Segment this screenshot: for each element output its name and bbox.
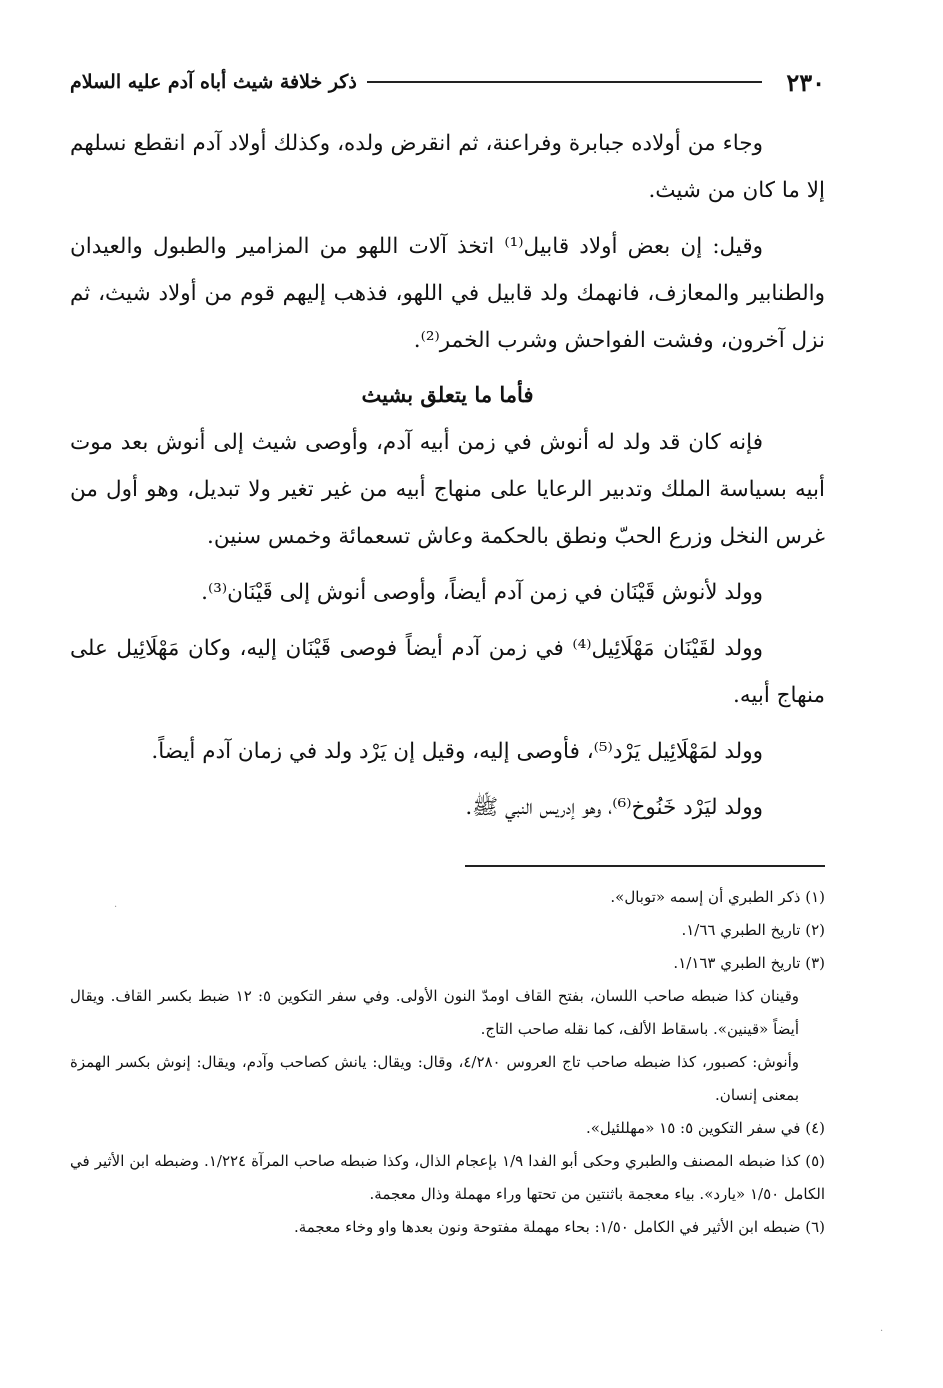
paragraph: فإنه كان قد ولد له أنوش في زمن أبيه آدم، وأوصى شيث إلى أنوش بعد موت أبيه بسياسة الملك وتدبير الرعايا على منهاج أبيه من غير تغير ولا تبديل، وهو أول من غرس النخل وزرع الحبّ ونطق بالحكمة وعاش تسعمائة وخمس سنين.	[70, 430, 825, 549]
paragraph: وولد لمَهْلَائِيل يَرْد⁽⁵⁾، فأوصى إليه، وقيل إن يَرْد ولد في زمان آدم أيضاً.	[151, 739, 763, 764]
header-rule	[367, 81, 763, 83]
footnote: (٤) في سفر التكوين ٥: ١٥ «مهللئيل».	[585, 1119, 825, 1137]
paragraph: وولد ليَرْد خَنُوخ⁽⁶⁾، وهو إدريس النبي ﷺ.	[465, 795, 763, 820]
main-text	[70, 120, 825, 831]
footnote: (٣) تاريخ الطبري ١/١٦٣.	[673, 954, 825, 972]
page-number: ٢٣٠	[786, 67, 825, 97]
footnote: (١) ذكر الطبري أن إسمه «توبال».	[610, 888, 825, 906]
book-page	[70, 62, 825, 1244]
footnote-separator	[465, 865, 825, 867]
footnote: (٥) كذا ضبطه المصنف والطبري وحكى أبو الفدا ١/٩ بإعجام الذال، وكذا ضبطه صاحب المرآة ١/٢٢٤. وضبطه ابن الأثير في الكامل ١/٥٠ «يارد». بياء معجمة باثنتين من تحتها وراء مهملة وذال معجمة.	[70, 1152, 825, 1203]
footnotes	[70, 881, 825, 1244]
scan-speck: ·	[880, 1326, 884, 1337]
paragraph: وولد لأنوش قَيْنَان في زمن آدم أيضاً، وأوصى أنوش إلى قَيْنَان⁽³⁾.	[201, 580, 763, 605]
footnote: (٦) ضبطه ابن الأثير في الكامل ١/٥٠: بحاء مهملة مفتوحة ونون بعدها واو وخاء معجمة.	[293, 1218, 825, 1236]
paragraph: وجاء من أولاده جبابرة وفراعنة، ثم انقرض ولده، وكذلك أولاد آدم انقطع نسلهم إلا ما كان من شيث.	[70, 131, 825, 203]
paragraph: وقيل: إن بعض أولاد قابيل⁽¹⁾ اتخذ آلات اللهو من المزامير والطبول والعيدان والطنابير والمعازف، فانهمك ولد قابيل في اللهو، فذهب إليهم قوم من أولاد شيث، ثم نزل آخرون، وفشت الفواحش وشرب الخمر⁽²⁾.	[70, 234, 825, 353]
scan-speck: ·	[114, 902, 118, 913]
footnote-continuation: وأنوش: كصبور، كذا ضبطه صاحب تاج العروس ٤/٢٨٠، وقال: ويقال: يانش كصاحب وآدم، ويقال: إنوش بكسر الهمزة بمعنى إنسان.	[70, 1053, 799, 1104]
section-heading: فأما ما يتعلق بشيث	[361, 382, 534, 407]
page-header	[70, 62, 825, 102]
paragraph: وولد لقَيْنَان مَهْلَائِيل⁽⁴⁾ في زمن آدم أيضاً فوصى قَيْنَان إليه، وكان مَهْلَائِيل على منهاج أبيه.	[70, 636, 825, 708]
footnote-continuation: وقينان كذا ضبطه صاحب اللسان، بفتح القاف اومدّ النون الأولى. وفي سفر التكوين ٥: ١٢ ضبط بكسر القاف. ويقال أيضاً «قينين». باسقاط الألف، كما نقله صاحب التاج.	[70, 987, 799, 1038]
running-title: ذكر خلافة شيث أباه آدم عليه السلام	[70, 71, 357, 93]
footnote: (٢) تاريخ الطبري ١/٦٦.	[681, 921, 825, 939]
